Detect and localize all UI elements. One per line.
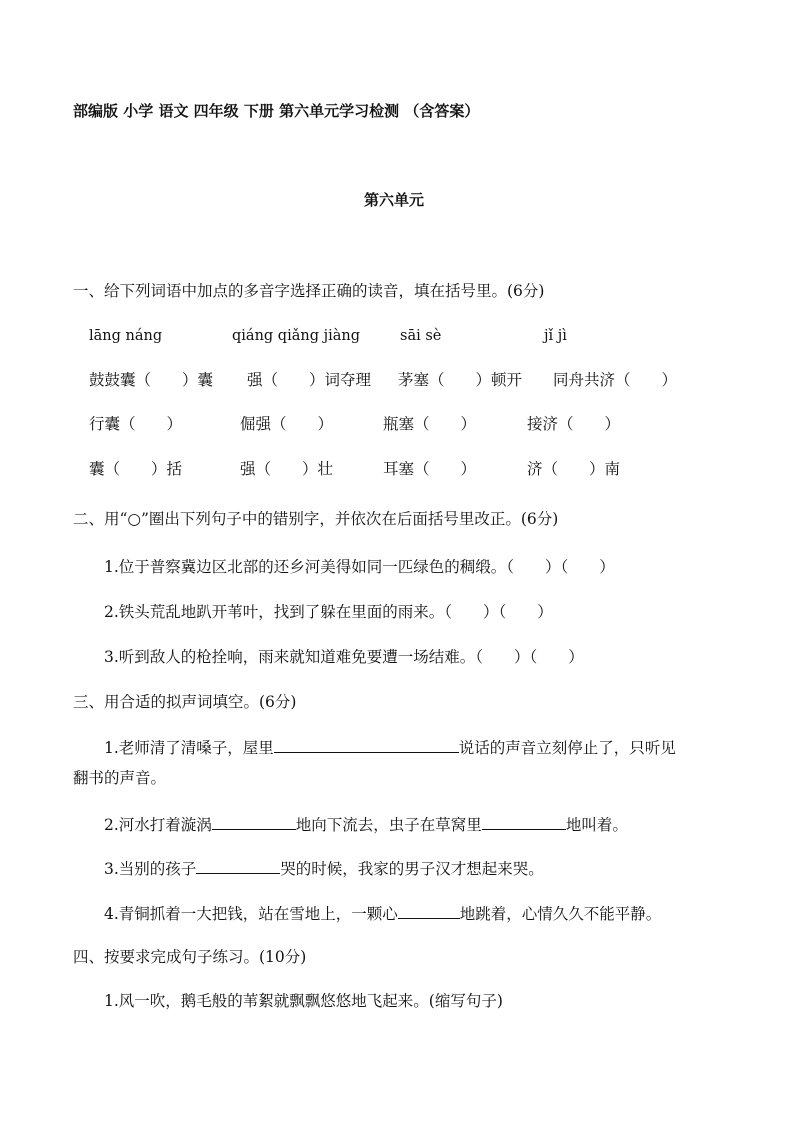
word-item: 接济（ ） xyxy=(527,415,621,433)
question-text: 3.当别的孩子 xyxy=(104,860,197,878)
fill-question-1-continued: 翻书的声音。 xyxy=(73,769,167,787)
section4-heading: 四、按要求完成句子练习。(10分) xyxy=(73,948,307,966)
section2-heading: 二、用“○”圈出下列句子中的错别字，并依次在后面括号里改正。(6分) xyxy=(73,510,559,528)
answer-blank[interactable] xyxy=(482,813,566,830)
pinyin-group-3: sāi sè xyxy=(400,328,442,344)
word-item: 耳塞（ ） xyxy=(383,460,477,478)
word-item: 倔强（ ） xyxy=(240,415,334,433)
word-item: 行囊（ ） xyxy=(89,415,183,433)
section3-heading: 三、用合适的拟声词填空。(6分) xyxy=(73,693,297,711)
fill-question-4 xyxy=(104,902,661,924)
question-text: 地向下流去，虫子在草窝里 xyxy=(295,816,482,834)
fill-question-3 xyxy=(104,857,544,879)
unit-title: 第六单元 xyxy=(364,191,425,209)
word-item: 鼓鼓囊（ ）囊 xyxy=(89,371,214,389)
pinyin-group-1: lāng náng xyxy=(89,328,163,344)
sentence-exercise-1: 1.风一吹，鹅毛般的苇絮就飘飘悠悠地飞起来。(缩写句子) xyxy=(104,992,503,1010)
question-text: 2.河水打着漩涡 xyxy=(104,816,212,834)
word-item: 强（ ）词夺理 xyxy=(247,371,372,389)
word-item: 茅塞（ ）顿开 xyxy=(398,371,523,389)
answer-blank[interactable] xyxy=(398,902,460,919)
question-text: 地叫着。 xyxy=(565,816,628,834)
pinyin-group-4: jǐ jì xyxy=(544,328,567,344)
sentence-item-1: 1.位于普察冀边区北部的还乡河美得如同一匹绿色的稠缎。（ ）（ ） xyxy=(104,558,615,576)
word-item: 济（ ）南 xyxy=(527,460,621,478)
word-item: 强（ ）壮 xyxy=(240,460,334,478)
document-title: 部编版 小学 语文 四年级 下册 第六单元学习检测 （含答案） xyxy=(73,102,480,120)
sentence-item-3: 3.听到敌人的枪拴响，雨来就知道难免要遭一场结难。（ ）（ ） xyxy=(104,648,584,666)
section1-heading: 一、给下列词语中加点的多音字选择正确的读音，填在括号里。(6分) xyxy=(73,282,545,300)
fill-question-2 xyxy=(104,813,628,835)
question-text: 4.青铜抓着一大把钱，站在雪地上，一颗心 xyxy=(104,905,398,923)
pinyin-group-2: qiáng qiǎng jiàng xyxy=(232,328,360,344)
question-text: 说话的声音立刻停止了，只听见 xyxy=(458,739,676,757)
answer-blank[interactable] xyxy=(274,736,459,753)
word-item: 囊（ ）括 xyxy=(89,460,183,478)
sentence-item-2: 2.铁头荒乱地趴开苇叶，找到了躲在里面的雨来。（ ）（ ） xyxy=(104,603,553,621)
word-item: 瓶塞（ ） xyxy=(383,415,477,433)
word-item: 同舟共济（ ） xyxy=(553,371,678,389)
question-text: 1.老师清了清嗓子，屋里 xyxy=(104,739,274,757)
question-text: 哭的时候，我家的男子汉才想起来哭。 xyxy=(280,860,544,878)
answer-blank[interactable] xyxy=(212,813,296,830)
fill-question-1 xyxy=(104,736,676,758)
answer-blank[interactable] xyxy=(196,857,280,874)
question-text: 地跳着，心情久久不能平静。 xyxy=(459,905,662,923)
